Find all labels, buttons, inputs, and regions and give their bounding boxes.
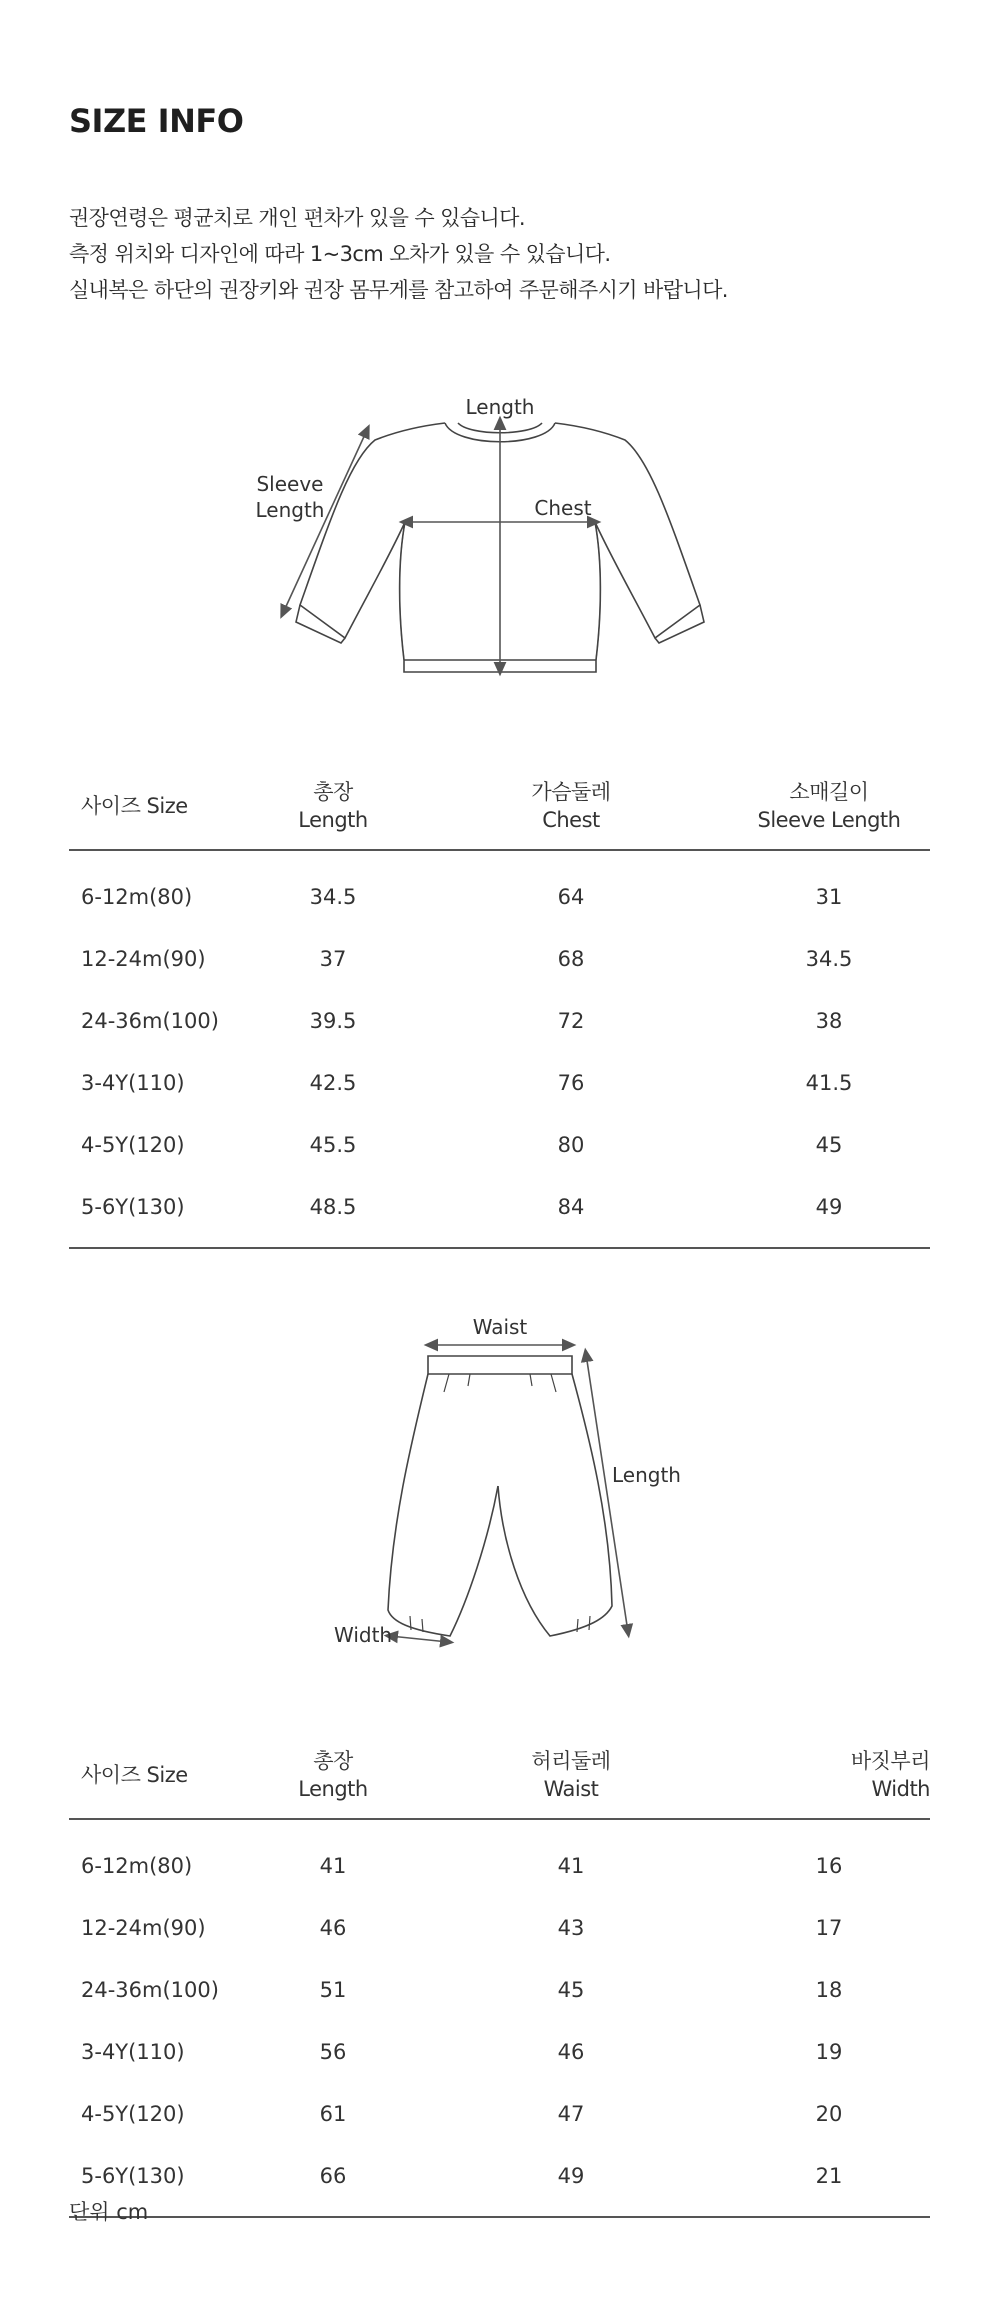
- width-arrow: [390, 1636, 448, 1642]
- table-row: [69, 928, 930, 990]
- size-cell: 5-6Y(130): [69, 1176, 252, 1248]
- note-line: 권장연령은 평균치로 개인 편차가 있을 수 있습니다.: [69, 206, 525, 230]
- waist-cell: 45: [557, 1978, 585, 2002]
- width-cell: 19: [815, 2040, 843, 2064]
- size-cell: 6-12m(80): [81, 885, 193, 909]
- note-line: 측정 위치와 디자인에 따라 1~3cm 오차가 있을 수 있습니다.: [69, 242, 611, 266]
- width-label: Width: [334, 1623, 393, 1647]
- pants-illustration: [0, 1310, 1000, 1650]
- chest-cell: 64: [557, 885, 585, 909]
- length-cell: 56: [319, 2040, 347, 2064]
- table-row: [69, 1114, 930, 1176]
- table-row: [69, 1819, 930, 1897]
- length-cell: 39.5: [309, 1009, 357, 1033]
- sleeve-length-label: Length: [255, 498, 325, 522]
- size-cell: 3-4Y(110): [81, 2040, 185, 2064]
- length-cell: 51: [319, 1978, 347, 2002]
- sleeve-label: Sleeve: [256, 472, 324, 496]
- width-cell: 21: [728, 2145, 930, 2217]
- top-size-table: [69, 762, 930, 1249]
- table-row: [69, 2021, 930, 2083]
- waist-cell: 41: [557, 1854, 585, 1878]
- header-length: 총장 Length: [252, 1731, 414, 1819]
- header-length: 총장 Length: [252, 762, 414, 850]
- size-cell: 5-6Y(130): [69, 2145, 252, 2217]
- size-cell: 12-24m(90): [81, 1916, 206, 1940]
- waist-cell: 49: [414, 2145, 728, 2217]
- chest-cell: 68: [557, 947, 585, 971]
- width-cell: 16: [815, 1854, 843, 1878]
- waist-label: Waist: [472, 1315, 528, 1339]
- table-header-row: [69, 1731, 930, 1819]
- pants-length-arrow: [586, 1354, 628, 1632]
- length-cell: 34.5: [309, 885, 357, 909]
- table-row: [69, 990, 930, 1052]
- top-garment-illustration: [0, 390, 1000, 690]
- size-cell: 24-36m(100): [81, 1009, 219, 1033]
- chest-cell: 72: [557, 1009, 585, 1033]
- sleeve-cell: 34.5: [805, 947, 853, 971]
- note-line: 실내복은 하단의 권장키와 권장 몸무게를 참고하여 주문해주시기 바랍니다.: [69, 278, 728, 302]
- length-cell: 48.5: [252, 1176, 414, 1248]
- pants-measure-arrows: [390, 1345, 628, 1642]
- table-row: [69, 1176, 930, 1248]
- header-sleeve-length: 소매길이 Sleeve Length: [728, 762, 930, 850]
- table-row: [69, 850, 930, 928]
- waist-cell: 47: [557, 2102, 585, 2126]
- width-cell: 17: [815, 1916, 843, 1940]
- table-row: [69, 1052, 930, 1114]
- sleeve-cell: 49: [728, 1176, 930, 1248]
- waist-cell: 46: [557, 2040, 585, 2064]
- page-title: SIZE INFO: [69, 102, 244, 140]
- size-cell: 24-36m(100): [81, 1978, 219, 2002]
- pants-diagram: [0, 1310, 1000, 1650]
- chest-cell: 84: [414, 1176, 728, 1248]
- header-waist: 허리둘레 Waist: [414, 1731, 728, 1819]
- sleeve-cell: 31: [815, 885, 843, 909]
- length-cell: 61: [319, 2102, 347, 2126]
- length-cell: 37: [319, 947, 347, 971]
- size-cell: 6-12m(80): [81, 1854, 193, 1878]
- table-row: [69, 1959, 930, 2021]
- sleeve-cell: 45: [815, 1133, 843, 1157]
- length-label: Length: [465, 395, 535, 419]
- size-cell: 4-5Y(120): [81, 1133, 185, 1157]
- chest-cell: 76: [557, 1071, 585, 1095]
- pants-length-label: Length: [612, 1463, 681, 1487]
- pants-size-table: [69, 1731, 930, 2218]
- table-row: [69, 1897, 930, 1959]
- table-row: [69, 2145, 930, 2217]
- header-chest: 가슴둘레 Chest: [414, 762, 728, 850]
- length-cell: 45.5: [309, 1133, 357, 1157]
- pants-outline-icon: [388, 1356, 612, 1636]
- header-size: 사이즈 Size: [69, 1731, 252, 1819]
- length-cell: 41: [319, 1854, 347, 1878]
- table-header-row: [69, 762, 930, 850]
- width-cell: 18: [815, 1978, 843, 2002]
- size-cell: 12-24m(90): [81, 947, 206, 971]
- unit-note: 단위 cm: [69, 2200, 149, 2224]
- header-size: 사이즈 Size: [69, 762, 252, 850]
- chest-cell: 80: [557, 1133, 585, 1157]
- chest-label: Chest: [534, 496, 592, 520]
- header-width: 바짓부리 Width: [728, 1731, 930, 1819]
- length-cell: 46: [319, 1916, 347, 1940]
- sleeve-cell: 38: [815, 1009, 843, 1033]
- length-cell: 42.5: [309, 1071, 357, 1095]
- table-row: [69, 2083, 930, 2145]
- length-cell: 66: [252, 2145, 414, 2217]
- width-cell: 20: [815, 2102, 843, 2126]
- waist-cell: 43: [557, 1916, 585, 1940]
- size-notes: [69, 200, 728, 308]
- size-cell: 4-5Y(120): [81, 2102, 185, 2126]
- measure-arrows: [283, 422, 595, 670]
- top-garment-diagram: [0, 390, 1000, 690]
- sleeve-cell: 41.5: [805, 1071, 853, 1095]
- size-cell: 3-4Y(110): [81, 1071, 185, 1095]
